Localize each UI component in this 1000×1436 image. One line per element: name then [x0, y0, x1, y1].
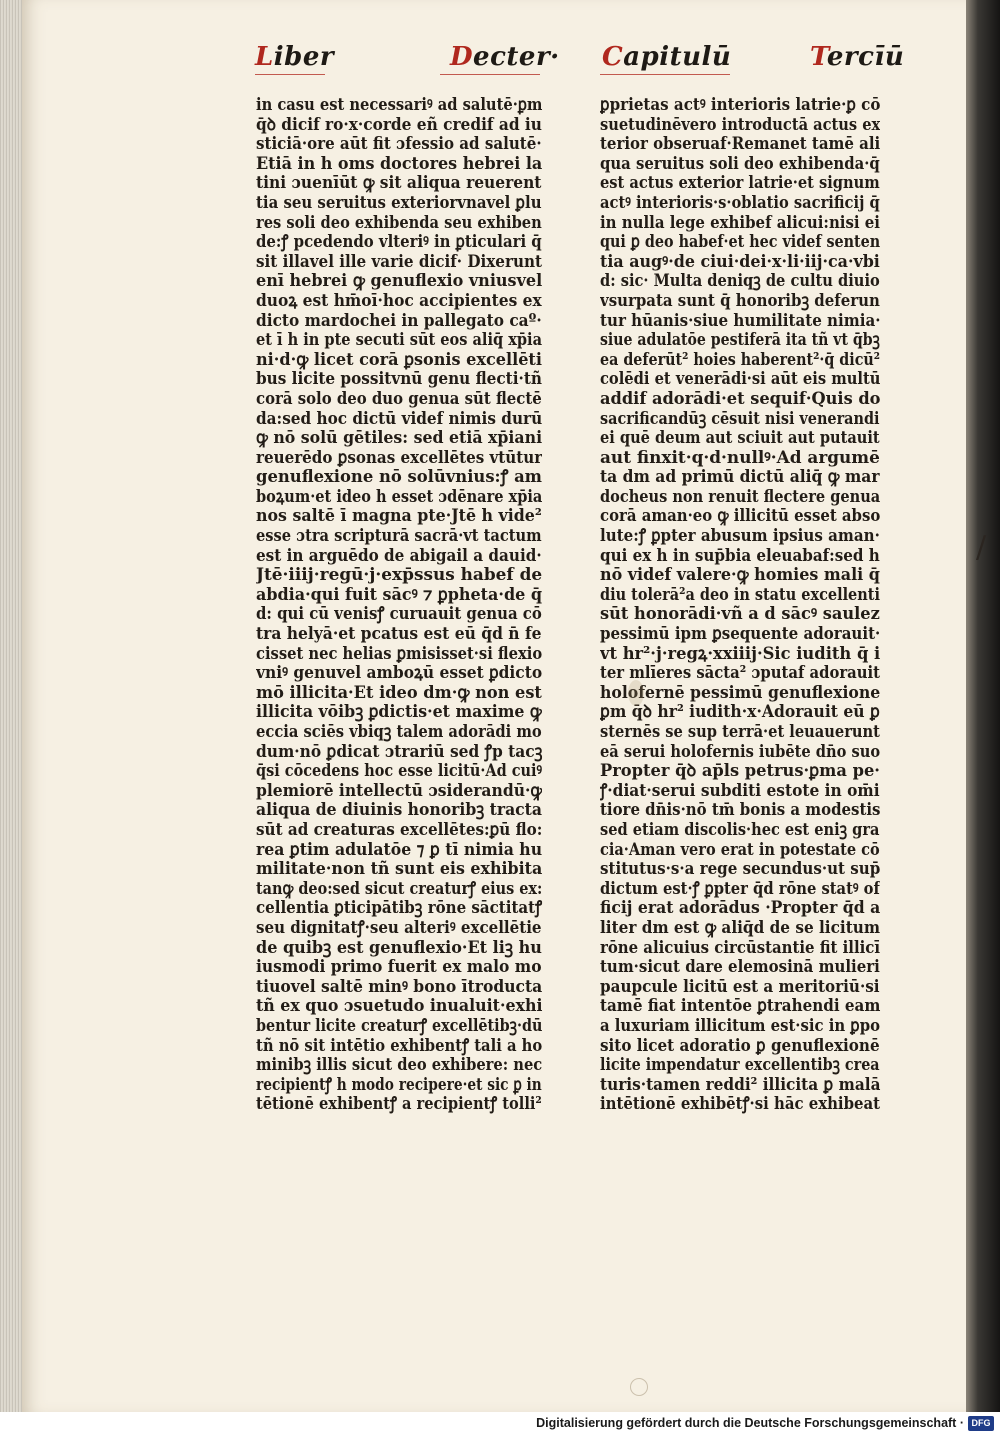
text-column-left	[256, 96, 542, 1115]
text-line: tia augꝰ·de ciui·dei·x·li·iij·ca·vbi	[600, 252, 880, 272]
text-line: a luxuriam illicitum est·sic in ꝑpo	[600, 1016, 880, 1036]
red-rule	[255, 74, 325, 75]
text-line: corā solo deo duo genua sūt flectē	[256, 389, 542, 409]
text-line: tia seu seruitus exteriorvnavel ꝑlu	[256, 193, 542, 213]
text-line: militate·non tñ sunt eis exhibita	[256, 860, 543, 880]
text-line: res soli deo exhibenda seu exhiben	[256, 213, 542, 233]
text-line: ꝭ·diat·serui subditi estote in om̄i	[600, 781, 880, 801]
text-line: cisset nec helias ꝑmisisset·si flexio	[256, 644, 542, 664]
text-line: ꝙ nō solū gētiles: sed etiā xp̄iani	[256, 429, 543, 449]
text-line: rea ꝑtim adulatōe ⁊ ꝑ tī nimia hu	[256, 840, 543, 860]
text-line: eccia sciēs vbiqꝫ talem adorādi mo	[256, 723, 542, 742]
text-line: q̄si cōcedens hoc esse licitū·Ad cuiꝰ	[256, 762, 542, 782]
text-line: et ī h̄ in pte secuti sūt eos aliq̄ xp̄ia	[256, 331, 542, 351]
paper-stain	[628, 680, 644, 706]
text-line: illicita vōibꝫ ꝑdictis·et maxime ꝙ	[256, 703, 542, 723]
text-line: sit illavel ille varie dicif· Dixerunt	[256, 252, 543, 272]
text-line: reuerēdo ꝑsonas excellētes vtūtur	[256, 448, 542, 468]
text-line: ta d̄m ad primū dictū aliq̄ ꝙ mar	[600, 468, 880, 488]
text-line: sternēs se sup terrā·et leuauerunt	[600, 723, 880, 742]
running-head-word-1: Liber	[255, 42, 335, 72]
text-line: nō videf valere·ꝙ homies mali q̄	[600, 566, 880, 586]
text-line: plemiorē intellectū ɔsiderandū·ꝙ	[256, 781, 542, 801]
text-line: tur hūanis·siue humilitate nimia·	[600, 311, 881, 331]
text-line: stitutus·s·a rege secundus·ut sup̄	[600, 860, 881, 880]
text-line: qui ex h̄ in sup̄bia eleuabaf:sed h̄	[600, 546, 880, 566]
text-line: sed etiam discolis·hec est eniꝫ gra	[600, 820, 880, 840]
paper-stain	[630, 1378, 648, 1396]
book-page-edges	[0, 0, 24, 1412]
text-line: vsurpata sunt q̄ honoribꝫ deferun	[600, 291, 880, 311]
text-line: dictum est·ꝭ ꝑpter q̄d rōne statꝰ of	[600, 879, 880, 899]
text-line: ꝑm q̄ꝺ hr² iudith·x·Adorauit eū ꝑ	[600, 703, 880, 723]
text-line: licite impendatur excellentibꝫ crea	[600, 1056, 880, 1076]
text-line: siue adulatōe pestiferā ita tñ vt q̄bꝫ	[600, 331, 880, 351]
text-line: seu dignitatꝭ·seu alteriꝰ excellētie	[256, 918, 542, 938]
text-line: tamē fiat intentōe ꝑtrahendi eam	[600, 997, 881, 1017]
marginal-mark: /	[976, 530, 987, 565]
text-line: esse ɔtra scripturā sacrā·vt tactum	[256, 527, 542, 547]
text-line: tiuovel saltē minꝰ bono ītroducta	[256, 977, 542, 997]
text-line: sticiā·ore aūt fit ɔfessio ad salutē·	[256, 135, 542, 155]
text-line: intētionē exhibētꝭ·si hāc exhibeat	[600, 1095, 881, 1115]
text-line: terior obseruaf·Remanet tamē ali	[600, 135, 880, 155]
text-column-right	[600, 96, 880, 1115]
text-line: ni·d·ꝙ licet corā ꝑsonis excellēti	[256, 350, 542, 370]
text-line: in casu est necessariꝰ ad salutē·ꝑm	[256, 96, 543, 115]
text-line: in nulla lege exhibef alicui:nisi ei	[600, 213, 881, 233]
red-rule	[600, 74, 730, 75]
text-line: pessimū ipm ꝑsequente adorauit·	[600, 625, 880, 645]
running-head-word-3: Capitulū	[602, 42, 732, 72]
text-line: est actus exterior latrie·et signum	[600, 174, 880, 194]
red-rule	[440, 74, 540, 75]
running-head-word-4: Tercīū	[810, 42, 905, 72]
funding-credit: Digitalisierung gefördert durch die Deutsche Forschungsgemeinschaft ·	[536, 1416, 964, 1430]
text-line: boꝝum·et ideo h̄ esset ɔdēnare xp̄ia	[256, 487, 542, 507]
text-line: ter mlīeres sācta² ɔputaf adorauit	[600, 664, 881, 684]
text-line: tiore dn̄is·nō tm̄ bonis a modestis	[600, 801, 881, 821]
text-line: liter d̄m est ꝙ aliq̄d de se licitum	[600, 918, 881, 938]
text-line: cia·Aman vero erat in potestate cō	[600, 840, 880, 860]
text-line: tanꝙ deo:sed sicut creaturꝭ eius ex:	[256, 879, 543, 899]
text-line: dum·nō ꝑdicat ɔtrariū sed ꝭp tacꝫ	[256, 742, 543, 762]
book-spine-shadow	[966, 0, 1000, 1412]
text-line: tini ɔuenīūt ꝙ sit aliqua reuerent	[256, 174, 542, 194]
text-line: ea deferūt² hoies haberent²·q̄ dicū²	[600, 350, 881, 370]
text-line: aliqua de diuinis honoribꝫ tracta	[256, 801, 543, 821]
text-line: est in arguēdo de abigail a dauid·	[256, 546, 542, 566]
text-line: q̄ꝺ dicif ro·x·corde eñ credif ad iu	[256, 115, 542, 135]
text-line: tum·sicut dare elemosinā mulieri	[600, 958, 880, 978]
text-line: Propter q̄ꝺ ap̄ls petrus·ꝑma pe·	[600, 762, 880, 782]
text-line: d: sic· Multa deniqꝫ de cultu diuio	[600, 272, 880, 292]
text-line: turis·tamen reddi² illicita ꝑ malā	[600, 1075, 881, 1095]
text-line: sito licet adoratio ꝑ genuflexionē	[600, 1036, 880, 1056]
text-line: ꝑprietas actꝰ interioris latrie·ꝑ cō	[600, 96, 881, 115]
text-line: vniꝰ genuvel amboꝝū esset ꝑdicto	[256, 664, 542, 684]
text-line: iusmodi primo fuerit ex malo mo	[256, 958, 542, 978]
text-line: abdia·qui fuit sācꝰ ⁊ ꝑpheta·de q̄	[256, 585, 543, 605]
text-line: mō illicita·Et ideo d̄m·ꝙ non est	[256, 683, 542, 703]
footer-bar	[0, 1412, 1000, 1436]
text-line: rōne alicuius circūstantie fit illicī	[600, 938, 881, 958]
text-line: d: qui cū venisꝭ curuauit genua cō	[256, 605, 542, 625]
text-line: tñ nō sit intētio exhibentꝭ tali a ho	[256, 1036, 543, 1056]
text-line: suetudinēvero introductā actus ex	[600, 115, 880, 135]
text-line: vt hr²·j·regꝝ·xxiiij·Sic iudith q̄ i	[600, 644, 880, 664]
text-line: paupcule licitū est a meritoriū·si	[600, 977, 880, 997]
text-line: Jtē·iiij·regū·j·exp̄ssus habef de	[256, 566, 543, 586]
text-line: ficij erat adorādus ·Propter q̄d a	[600, 899, 880, 919]
text-line: diu tolerā²a deo in statu excellenti	[600, 585, 880, 605]
text-line: lute:ꝭ ꝑpter abusum ipsius aman·	[600, 527, 880, 547]
text-line: actꝰ interioris·s·oblatio sacrificij q̄	[600, 193, 880, 213]
text-line: tñ ex quo ɔsuetudo inualuit·exhi	[256, 997, 543, 1017]
text-line: Etiā in h̄ oms doctores hebrei la	[256, 154, 543, 174]
text-line: colēdi et venerādi·si aūt eis multū	[600, 370, 881, 390]
text-line: docheus non renuit flectere genua	[600, 487, 881, 507]
text-line: sūt ad creaturas excellētes:ꝑū flo:	[256, 820, 543, 840]
text-line: qui ꝑ deo habef·et hec videf senten	[600, 233, 880, 253]
text-line: ei quē deum aut sciuit aut putauit	[600, 429, 880, 449]
text-line: tra helyā·et pcatus est eū q̄d n̄ fe	[256, 625, 542, 645]
text-line: bentur licite creaturꝭ excellētibꝫ·dū	[256, 1016, 543, 1036]
text-line: addif adorādi·et sequif·Quis do	[600, 389, 881, 409]
text-line: de:ꝭ pcedendo vlteriꝰ in ꝑticulari q̄	[256, 233, 542, 253]
text-line: sūt honorādi·vñ a d̄ sācꝰ saulez	[600, 605, 880, 625]
text-line: da:sed hoc dictū videf nimis durū	[256, 409, 542, 429]
text-line: aut finxit·q·d·nullꝰ·Ad argumē	[600, 448, 880, 468]
text-line: sacrificandūꝫ cēsuit nisi venerandi	[600, 409, 880, 429]
text-line: duoꝝ est hm̄oī·hoc accipientes ex	[256, 291, 542, 311]
text-line: bus licite possitvnū genu flecti·tñ	[256, 370, 542, 390]
text-line: cellentia ꝑticipātibꝫ rōne sāctitatꝭ	[256, 899, 543, 919]
text-line: enī hebrei ꝙ genuflexio vniusvel	[256, 272, 543, 292]
text-line: corā aman·eo ꝙ illicitū esset abso	[600, 507, 881, 527]
running-head-word-2: Decter·	[450, 42, 560, 72]
text-line: holofernē pessimū genuflexione	[600, 683, 880, 703]
text-line: tētionē exhibentꝭ a recipientꝭ tolli²	[256, 1095, 542, 1115]
text-line: nos saltē ī magna pte·Jtē h̄ vide²	[256, 507, 542, 527]
text-line: qua seruitus soli deo exhibenda·q̄	[600, 154, 880, 174]
text-line: dicto mardochei in pallegato caº·	[256, 311, 542, 331]
text-line: genuflexione nō solūvnius:ꝭ am	[256, 468, 542, 488]
text-line: minibꝫ illis sicut deo exhibere: nec	[256, 1056, 543, 1076]
dfg-logo-icon: DFG	[968, 1416, 994, 1431]
text-line: recipientꝭ h̄ modo recipere·et sic ꝑ in	[256, 1075, 542, 1095]
text-line: eā serui holofernis iubēte dn̄o suo	[600, 742, 880, 762]
text-line: de quibꝫ est genuflexio·Et liꝫ hu	[256, 938, 542, 958]
